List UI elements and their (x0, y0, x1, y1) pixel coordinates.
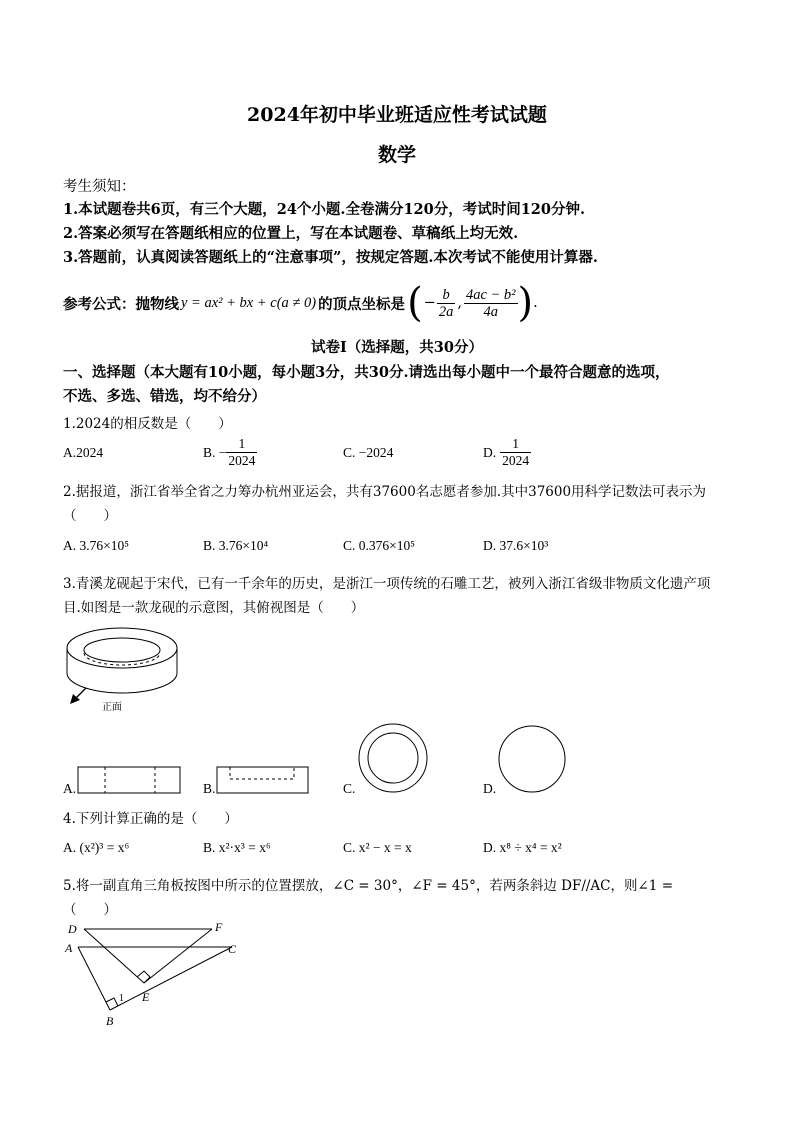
reference-formula: 参考公式：抛物线 y = ax² + bx + c(a ≠ 0) 的顶点坐标是 ( − $\frac{b}{2a}$ , $\frac{\text{4ac − b²}}{4a}$ ) . (63, 280, 538, 326)
part-instructions-line2: 不选、多选、错选，均不给分） (63, 388, 266, 405)
q4-option-c: C. x² − x = x (343, 840, 412, 855)
question-1-stem: 1.2024的相反数是（ ） (63, 416, 232, 432)
right-paren: ) (517, 280, 534, 326)
q1-option-d: D. $\frac{1}{2024}$ (483, 436, 530, 468)
question-4-stem: 4.下列计算正确的是（ ） (63, 811, 238, 827)
question-3-stem-line2: 目.如图是一款龙砚的示意图，其俯视图是（ ） (63, 600, 365, 616)
q2-option-d: D. 37.6×10³ (483, 538, 549, 553)
formula-prefix: 参考公式：抛物线 (63, 295, 179, 313)
q1-option-a: A.2024 (63, 445, 104, 460)
exam-title: 2024年初中毕业班适应性考试试题 (247, 104, 547, 126)
inkstone-figure (60, 620, 190, 720)
subject-title: 数学 (377, 144, 416, 166)
notice-item-2: 2.答案必须写在答题纸相应的位置上，写在本试题卷、草稿纸上均无效. (63, 225, 519, 242)
q3-option-b-figure (216, 765, 310, 795)
front-label: 正面 (102, 702, 122, 713)
label-b: B (106, 1014, 114, 1028)
q2-option-a: A. 3.76×10⁵ (63, 538, 129, 553)
q3-option-d-figure (495, 722, 569, 796)
question-5-stem-line1: 5.将一副直角三角板按图中所示的位置摆放，∠C = 30°，∠F = 45°，若两条斜边 DF//AC，则∠1 = (63, 878, 674, 894)
label-c: C (228, 942, 237, 956)
triangles-figure (60, 915, 250, 1030)
q1-option-b: B. − $\frac{1}{2024}$ (203, 436, 256, 468)
q3-option-d: D. (483, 781, 497, 796)
q3-option-c-figure (355, 720, 431, 796)
q1-option-c: C. −2024 (343, 445, 394, 460)
notice-heading: 考生须知： (63, 179, 136, 195)
section-heading: 试卷Ⅰ（选择题，共30分） (311, 339, 483, 356)
question-3-stem-line1: 3.青溪龙砚起于宋代，已有一千余年的历史，是浙江一项传统的石雕工艺，被列入浙江省级非物质文化遗产项 (63, 576, 711, 592)
question-5-stem-line2: （ ） (63, 902, 117, 918)
label-e: E (142, 990, 150, 1004)
notice-item-1: 1.本试题卷共6页，有三个大题，24个小题.全卷满分120分，考试时间120分钟. (63, 201, 586, 218)
label-a: A (65, 941, 73, 955)
formula-middle: 的顶点坐标是 (318, 295, 406, 313)
vertex-x: $\frac{b}{2a}$ (438, 286, 454, 320)
q3-option-c: C. (343, 781, 356, 796)
left-paren: ( (407, 280, 423, 326)
q3-option-b: B. (203, 781, 216, 796)
label-f: F (215, 920, 223, 934)
label-d: D (68, 922, 77, 936)
vertex-y: $\frac{\text{4ac − b²}}{4a}$ (465, 286, 516, 320)
q2-option-c: C. 0.376×10⁵ (343, 538, 415, 553)
q4-option-b: B. x²·x³ = x⁶ (203, 840, 271, 855)
q4-option-d: D. x⁸ ÷ x⁴ = x² (483, 840, 562, 855)
notice-item-3: 3.答题前，认真阅读答题纸上的“注意事项”，按规定答题.本次考试不能使用计算器. (63, 249, 598, 266)
formula-equation: y = ax² + bx + c(a ≠ 0) (181, 294, 317, 311)
q4-option-a: A. (x²)³ = x⁶ (63, 840, 130, 855)
q3-option-a: A. (63, 781, 77, 796)
q2-option-b: B. 3.76×10⁴ (203, 538, 269, 553)
q3-option-a-figure (77, 765, 181, 795)
question-2-stem-line2: （ ） (63, 508, 117, 524)
label-angle-1: 1 (119, 993, 124, 1004)
question-2-stem-line1: 2.据报道，浙江省举全省之力筹办杭州亚运会，共有37600名志愿者参加.其中37600用科学记数法可表示为 (63, 484, 707, 500)
part-instructions-line1: 一、选择题（本大题有10小题，每小题3分，共30分.请选出每小题中一个最符合题意的选项， (63, 364, 670, 381)
